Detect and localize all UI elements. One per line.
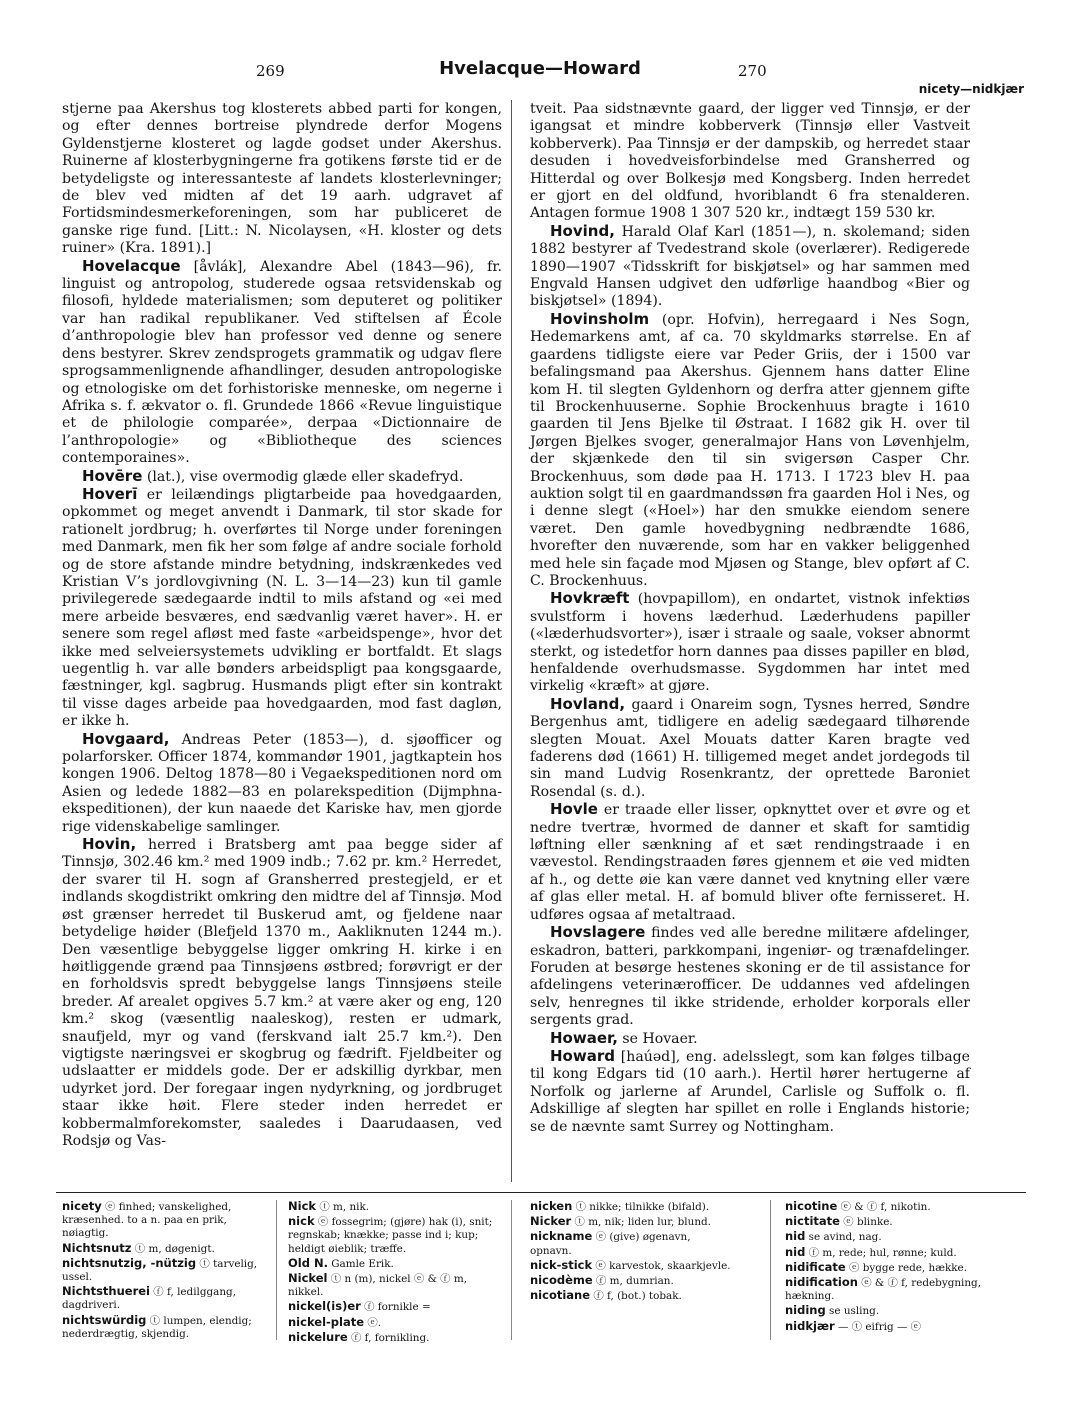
glossary-text: ⓔ & ⓕ f, redebygning, hækning.	[785, 1277, 982, 1303]
entry-text: (hovpapillom), en ondartet, vistnok infektiøs svulstform i hovens læderhud. Læderhudens papiller («læderhudsvorter»), især i straale og saale, vokser abnormt sterkt, og istedetfor horn dannes paa disses papiller en blød, henfaldende overhudsmasse. Sygdommen har intet med virkelig «kræft» at gjøre.	[530, 591, 970, 695]
running-title: Hvelacque—Howard	[439, 58, 641, 79]
glossary-text: se usling.	[825, 1305, 880, 1318]
glossary-entry	[785, 1320, 990, 1334]
glossary-entry	[530, 1289, 735, 1303]
glossary-entry	[785, 1230, 990, 1244]
glossary-headword: nidification	[785, 1275, 858, 1290]
entry	[62, 468, 502, 486]
footer-glossary-column-4	[785, 1200, 990, 1335]
glossary-headword: nidkjær	[785, 1318, 835, 1333]
entry-headword: Hovinsholm	[550, 309, 650, 328]
glossary-text: ⓣ m, nik.	[316, 1201, 370, 1213]
glossary-entry	[785, 1261, 990, 1275]
entry-headword: Howard	[550, 1046, 615, 1065]
glossary-entry	[288, 1272, 493, 1299]
footer-divider	[276, 1200, 277, 1340]
entry	[62, 258, 502, 468]
glossary-entry	[530, 1200, 735, 1214]
glossary-entry	[288, 1200, 493, 1214]
glossary-headword: Nicker	[530, 1214, 572, 1229]
entry-headword: Hovind,	[550, 221, 615, 240]
entry	[530, 1048, 970, 1136]
glossary-headword: nickelure	[288, 1329, 348, 1344]
glossary-text: ⓣ m, døgenigt.	[131, 1242, 215, 1255]
right-text-column	[530, 100, 970, 1136]
entry-text: se Hovaer.	[617, 1030, 698, 1047]
glossary-entry	[785, 1276, 990, 1303]
glossary-headword: nick	[288, 1214, 315, 1229]
glossary-text: ⓔ karvestok, skaarkjevle.	[592, 1259, 731, 1272]
glossary-entry	[62, 1257, 267, 1284]
column-divider	[511, 100, 512, 1182]
glossary-entry	[785, 1200, 990, 1214]
glossary-headword: nicety	[62, 1199, 102, 1213]
glossary-entry	[288, 1257, 493, 1271]
glossary-entry	[785, 1215, 990, 1229]
entry	[530, 801, 970, 924]
entry-headword: Hovin,	[82, 835, 137, 854]
glossary-text: — ⓣ eifrig — ⓔ	[834, 1320, 922, 1333]
entry-text: gaard i Onareim sogn, Tysnes herred, Søndre Bergenhus amt, tidligere en adelig sædegaard tilhørende slegten Mouat. Axel Mouats datter Karen bragte ved faderens død (1661) H. tilligemed meget andet jordegods til sin mand Ludvig Rosenkrantz, der oprettede Baroniet Rosendal (s. d.).	[530, 696, 970, 800]
footer-glossary-column-3	[530, 1200, 735, 1304]
glossary-entry	[530, 1259, 735, 1273]
footer-rule	[56, 1192, 1026, 1193]
dictionary-guide-words: nicety—nidkjær	[918, 82, 1024, 96]
glossary-text: ⓕ f, ledilggang, dagdriveri.	[62, 1286, 236, 1312]
glossary-entry	[62, 1242, 267, 1256]
footer-divider	[770, 1200, 771, 1340]
glossary-text: ⓕ f, fornikling.	[347, 1331, 430, 1344]
glossary-text: ⓔ fossegrim; (gjøre) hak (i), snit; regnskab; knække; passe ind i; kup; heldigt øieblik; træffe.	[288, 1216, 493, 1255]
glossary-entry	[288, 1300, 493, 1314]
glossary-headword: Nickel	[288, 1271, 328, 1286]
entry-headword: Hovslagere	[550, 923, 646, 942]
glossary-headword: nickname	[530, 1229, 593, 1244]
glossary-text: ⓔ finhed; vanskelighed, kræsenhed. to a n. paa en prik, nøiagtig.	[62, 1201, 232, 1240]
glossary-headword: nid	[785, 1244, 806, 1259]
glossary-entry	[530, 1230, 735, 1257]
glossary-entry	[785, 1304, 990, 1318]
left-text-column	[62, 100, 502, 1150]
glossary-text: se avind, nag.	[805, 1231, 882, 1244]
glossary-headword: nick-stick	[530, 1257, 593, 1272]
entry-headword: Hoverī	[82, 484, 138, 503]
glossary-headword: nichtswürdig	[62, 1312, 147, 1327]
entry-text: (opr. Hofvin), herregaard i Nes Sogn, Hedemarkens amt, af ca. 70 skyldmarks størrelse. En af gaardens tidligste eiere var Peder Griis, der i 1500 var befalingsmand paa Akershus. Gjennem hans datter Eline kom H. til slegten Gyldenhorn og derfra atter gjennem gifte til Brockenhuuserne. Sophie Brockenhuus bragte i 1610 gaarden til Jens Bjelke til Østraat. I 1682 gik H. over til Jørgen Bjelkes svoger, generalmajor Hans von Løvenhjelm, der skjænkede den til sin svigersøn Casper Chr. Brockenhuus, som døde paa H. 1713. I 1723 blev H. paa auktion solgt til en gaardmandssøn fra gaarden Hol i Nes, og i denne slegt («Hoel») har den smukke eiendom senere været. Den gamle hovedbygning nedbrændte 1686, hvorefter den nuværende, som har en vakker beliggenhed med hele sin façade mod Mjøsen og Stange, blev opført af C. C. Brockenhuus.	[530, 311, 970, 589]
entry-text: (lat.), vise overmodig glæde eller skadefryd.	[142, 468, 464, 485]
glossary-headword: nickel(is)er	[288, 1299, 361, 1314]
entry-text: er leilændings pligtarbeide paa hovedgaarden, opkommet og meget anvendt i Danmark, til stor skade for rationelt jordbrug; h. overførtes til Norge under foreningen med Danmark, men fik her som følge af andre sociale forhold og de store afstande mindre betydning, indskrænkedes ved Kristian V’s jordlovgivning (N. L. 3—14—23) kun til gamle privilegerede sædegaarde indtil to mils afstand og «ei med mere arbeide besværes, end sædvanlig været haver». H. er senere som regel afløst med faste «arbeidspenge», hvor det ikke med selveiersystemets udvikling er bortfaldt. Et slags uegentlig h. var alle bønders arbeidspligt paa kongsgaarde, fæstninger, kgl. sagbrug. Husmands pligt efter sin kontrakt til visse dages arbeide paa hovedgaarden, mod fast dagløn, er ikke h.	[62, 486, 502, 730]
glossary-text: ⓕ m, dumrian.	[592, 1275, 674, 1288]
glossary-headword: nicodème	[530, 1273, 593, 1288]
entry	[530, 590, 970, 695]
entry	[62, 486, 502, 731]
entry-text: herred i Bratsberg amt paa begge sider af Tinnsjø, 302.46 km.² med 1909 indb.; 7.62 pr. km.² Herredet, der svarer til H. sogn af Gransherred prestegjeld, er et indlands skogdistrikt omkring den midtre del af Tinnsjø. Mod øst grænser herredet til Buskerud amt, og fjeldene naar betydelige høider (Blefjeld 1370 m., Aakliknuten 1244 m.). Den væsentlige bebyggelse ligger omkring H. kirke i en høitliggende grænd paa Tinnsjøens østbred; forøvrigt er der en forholdsvis spredt bebyggelse langs Tinnsjøens steile breder. Af arealet opgives 5.7 km.² at være aker og eng, 120 km.² skog (væsentlig naaleskog), resten er udmark, snaufjeld, myr og vand (ferskvand ialt 25.7 km.²). Den vigtigste næringsvei er skogbrug og fædrift. Fjeldbeiter og udslaatter er middels gode. Der er adskillig dyrkbar, men udyrket jord. Der foregaar ingen nydyrkning, og jordbruget staar ikke høit. Flere steder inden herredet er kobbermalmforekomster, saaledes i Daarudaasen, ved Rodsjø og Vas-	[62, 837, 502, 1149]
entry-headword: Hovēre	[82, 466, 143, 485]
entry-headword: Hovkræft	[550, 589, 630, 608]
page-header	[0, 58, 1080, 96]
glossary-text: ⓔ bygge rede, hække.	[845, 1261, 968, 1274]
glossary-text: ⓕ m, rede; hul, rønne; kuld.	[805, 1246, 957, 1259]
entry	[530, 100, 970, 223]
glossary-headword: Nick	[288, 1199, 317, 1213]
glossary-entry	[62, 1200, 267, 1241]
glossary-headword: nidificate	[785, 1259, 846, 1274]
entry-headword: Howaer,	[550, 1028, 618, 1047]
glossary-entry	[530, 1215, 735, 1229]
entry-text: tveit. Paa sidstnævnte gaard, der ligger ved Tinnsjø, er der igangsat et mindre kobberverk (Tinnsjø eller Vastveit kobberverk). Paa Tinnsjø er der dampskib, og herredet staar desuden i hovedveisforbindelse med Gransherred og Hitterdal og over Bolkesjø med Kongsberg. Inden herredet er gjort en del oldfund, hvoriblandt 6 fra stenalderen. Antagen formue 1908 1 307 520 kr., indtægt 159 530 kr.	[530, 101, 970, 222]
glossary-headword: Nichtsthuerei	[62, 1284, 150, 1299]
entry	[62, 836, 502, 1150]
page-number-right: 270	[738, 62, 767, 80]
glossary-entry	[530, 1274, 735, 1288]
glossary-headword: niding	[785, 1303, 826, 1318]
entry-headword: Hovelacque	[82, 256, 181, 275]
glossary-text: ⓔ blinke.	[839, 1216, 893, 1229]
glossary-headword: nid	[785, 1229, 806, 1244]
glossary-text: ⓣ lumpen, elendig; nederdrægtig, skjendig.	[62, 1314, 252, 1340]
entry	[62, 100, 502, 258]
entry	[530, 311, 970, 591]
entry-text: er traade eller lisser, opknyttet over et øvre og et nedre tvertræ, hvormed de danner et skaft for samtidig løftning eller sænkning af et sæt rendingstraade i en vævestol. Rendingstraaden føres gjennem et øie ved midten af h., og dette øie kan være dannet ved knytning eller være af glas eller metal. H. af bomuld bliver ofte fernisseret. H. udføres ogsaa af metaltraad.	[530, 802, 970, 923]
entry-text: Andreas Peter (1853—), d. sjøofficer og polarforsker. Officer 1874, kommandør 1901, jagtkaptein hos kongen 1906. Deltog 1878—80 i Vegaekspeditionen nord om Asien og ledede 1882—83 en polarekspedition (Dijmphna-ekspeditionen), der kun naaede det Kariske hav, men gjorde rige videnskabelige samlinger.	[62, 731, 502, 835]
glossary-headword: Old N.	[288, 1255, 328, 1270]
glossary-text: ⓣ n (m), nickel ⓔ & ⓕ m, nikkel.	[288, 1273, 468, 1299]
footer-divider	[511, 1200, 512, 1340]
footer-glossary-column-2	[288, 1200, 493, 1346]
glossary-headword: nichtsnutzig, -nützig	[62, 1255, 197, 1270]
glossary-headword: Nichtsnutz	[62, 1240, 132, 1255]
entry	[530, 924, 970, 1029]
entry-text: findes ved alle beredne militære afdelinger, eskadron, batteri, parkkompani, ingeniør- og trænafdelinger. Foruden at besørge hestenes skoning er de til assistance for afdelingens veterinærofficer. De uddannes ved afdelingen selv, henregnes til ikke stridende, erholder korporals eller sergents grad.	[530, 925, 970, 1029]
footer-glossary-column-1	[62, 1200, 267, 1342]
glossary-headword: nicotine	[785, 1199, 838, 1213]
glossary-headword: nicotiane	[530, 1288, 591, 1303]
entry-headword: Hovland,	[550, 694, 626, 713]
glossary-text: ⓣ tarvelig, ussel.	[62, 1257, 258, 1284]
glossary-text: ⓔ & ⓕ f, nikotin.	[837, 1201, 931, 1213]
entry-text: [haúəd], eng. adelsslegt, som kan følges tilbage til kong Edgars tid (10 aarh.). Hertil hører hertugerne af Norfolk og jarlerne af Arundel, Carlisle og Suffolk o. fl. Adskillige af slegten har spillet en rolle i Englands historie; se de nævnte samt Surrey og Nottingham.	[530, 1048, 970, 1135]
glossary-entry	[62, 1314, 267, 1341]
glossary-headword: nictitate	[785, 1214, 840, 1229]
glossary-entry	[62, 1285, 267, 1312]
entry-text: Harald Olaf Karl (1851—), n. skolemand; siden 1882 bestyrer af Tvedestrand skole (overlærer). Redigerede 1890—1907 «Tidsskrift for biskjøtsel» og har sammen med Engvald Hansen udgivet den udførlige haandbog «Bier og biskjøtsel» (1894).	[530, 223, 970, 310]
page-number-left: 269	[256, 62, 285, 80]
glossary-entry	[288, 1331, 493, 1345]
glossary-text: ⓣ m, nik; liden lur, blund.	[571, 1216, 711, 1229]
entry	[530, 1030, 970, 1048]
glossary-entry	[288, 1215, 493, 1256]
glossary-entry	[785, 1246, 990, 1260]
entry	[530, 696, 970, 801]
entry-text: stjerne paa Akershus tog klosterets abbed parti for kongen, og efter dennes bortreise plyndrede derfor Mogens Gyldenstjerne klosteret og lagde godset under Akershus. Ruinerne af klosterbygningerne fra gotikens første tid er de betydeligste og interessanteste af landets klosterlevninger; de blev ved midten af det 19 aarh. udgravet af Fortidsmindesmerkeforeningen, som har publiceret de ganske rige fund. [Litt.: N. Nicolaysen, «H. kloster og dets ruiner» (Kra. 1891).]	[62, 101, 502, 257]
glossary-text: ⓔ.	[364, 1316, 382, 1329]
entry-headword: Hovle	[550, 800, 598, 819]
glossary-headword: nickel-plate	[288, 1314, 365, 1329]
glossary-text: Gamle Erik.	[327, 1257, 394, 1270]
glossary-entry	[288, 1316, 493, 1330]
entry	[62, 731, 502, 836]
entry-text: [åvlák], Alexandre Abel (1843—96), fr. linguist og antropolog, studerede ogsaa retsvidenskab og filosofi, hyldede materialismen; som deputeret og politiker var han radikal republikaner. Ved stiftelsen af École d’anthropologie blev han professor ved denne og senere dens bestyrer. Skrev zendsprogets grammatik og udgav flere sprogsammenlignende afhandlinger, desuden antropologiske og etnologiske om det forhistoriske menneske, om negerne i Afrika s. f. ækvator o. fl. Grundede 1866 «Revue linguistique et de philologie comparée», derpaa «Dictionnaire de l’anthropologie» og «Bibliotheque des sciences contemporaines».	[62, 258, 502, 467]
entry-headword: Hovgaard,	[82, 729, 170, 748]
glossary-text: ⓔ (give) øgenavn, opnavn.	[530, 1231, 691, 1257]
entry	[530, 223, 970, 311]
glossary-headword: nicken	[530, 1199, 573, 1213]
glossary-text: ⓣ nikke; tilnikke (bifald).	[572, 1201, 710, 1213]
glossary-text: ⓕ fornikle =	[360, 1301, 431, 1314]
glossary-text: ⓕ f, (bot.) tobak.	[590, 1290, 682, 1303]
